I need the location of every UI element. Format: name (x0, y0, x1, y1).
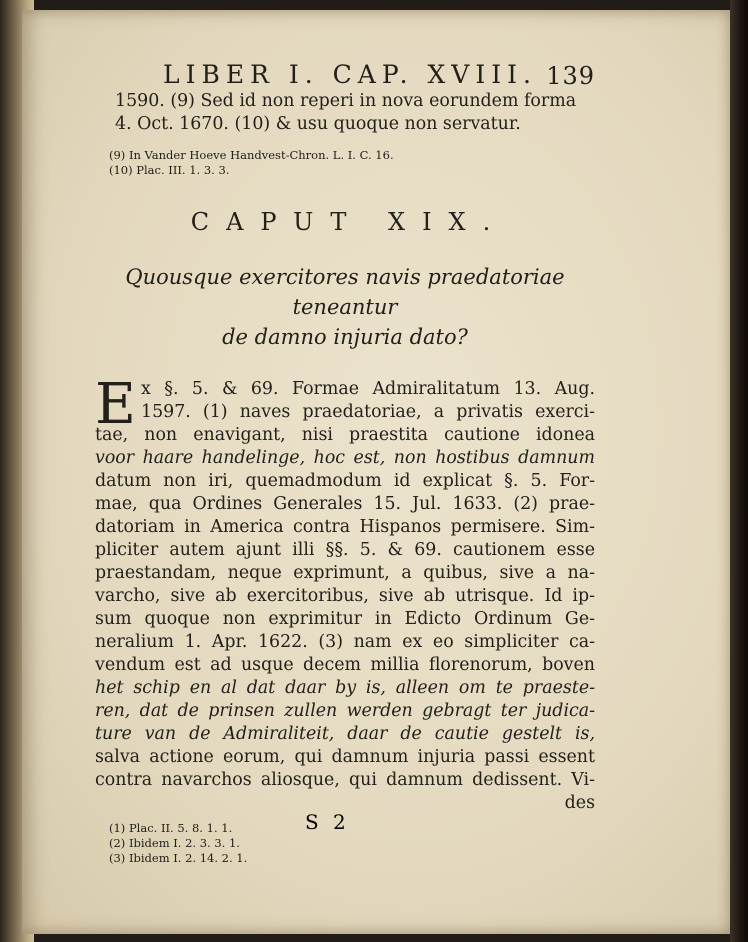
signature-mark: S 2 (305, 810, 350, 834)
page-number: 139 (546, 62, 595, 90)
text-line: mae, qua Ordines Generales 15. Jul. 1633. (2) prae- (95, 494, 595, 514)
text-line: tae, non enavigant, nisi praestita cautione idonea (95, 425, 595, 445)
text-line: neralium 1. Apr. 1622. (3) nam ex eo simpliciter ca- (95, 632, 595, 652)
footnote: (2) Ibidem I. 2. 3. 3. 1. (109, 836, 240, 850)
chapter-subtitle (95, 262, 595, 352)
subtitle-line: Quousque exercitores navis praedatoriae teneantur (125, 265, 565, 319)
footnote: (3) Ibidem I. 2. 14. 2. 1. (109, 851, 248, 865)
text-line: datoriam in America contra Hispanos permisere. Sim- (95, 517, 595, 537)
text-line: ren, dat de prinsen zullen werden gebragt ter judica- (95, 701, 595, 721)
drop-cap: E (95, 372, 136, 437)
text-line: 1590. (9) Sed id non reperi in nova eorundem forma (115, 91, 577, 111)
chapter-title: CAPUT XIX. (190, 208, 508, 236)
text-line: contra navarchos aliosque, qui damnum dedissent. Vi- (95, 770, 595, 790)
text-line: x §. 5. & 69. Formae Admiralitatum 13. Aug. (141, 379, 595, 399)
page-edge (730, 0, 748, 942)
text-line: praestandam, neque exprimunt, a quibus, sive a na- (95, 563, 595, 583)
text-line: 4. Oct. 1670. (10) & usu quoque non servatur. (115, 114, 521, 134)
text-line: pliciter autem ajunt illi §§. 5. & 69. cautionem esse (95, 540, 595, 560)
subtitle-line: de damno injuria dato? (222, 325, 468, 349)
page-content (95, 56, 595, 866)
running-head (95, 56, 595, 90)
text-line: datum non iri, quemadmodum id explicat §. 5. For- (95, 471, 595, 491)
footnote: (10) Plac. III. 1. 3. 3. (109, 163, 230, 177)
footnote: (9) In Vander Hoeve Handvest-Chron. L. I. C. 16. (109, 148, 394, 162)
text-line: varcho, sive ab exercitoribus, sive ab utrisque. Id ip- (95, 586, 595, 606)
footnote: (1) Plac. II. 5. 8. 1. 1. (109, 821, 233, 835)
catchword: des (564, 793, 595, 813)
body-text (95, 372, 595, 815)
text-line: voor haare handelinge, hoc est, non hostibus damnum (95, 448, 595, 468)
text-line: 1597. (1) naves praedatoriae, a privatis exerci- (141, 402, 595, 422)
running-head-title: LIBER I. CAP. XVIII. (163, 60, 537, 89)
text-line: sum quoque non exprimitur in Edicto Ordinum Ge- (95, 609, 595, 629)
text-line: ture van de Admiraliteit, daar de cautie gestelt is, (95, 724, 595, 744)
text-line: vendum est ad usque decem millia florenorum, boven (95, 655, 595, 675)
text-line: het schip en al dat daar by is, alleen om te praeste- (95, 678, 595, 698)
text-line: salva actione eorum, qui damnum injuria passi essent (95, 747, 595, 767)
